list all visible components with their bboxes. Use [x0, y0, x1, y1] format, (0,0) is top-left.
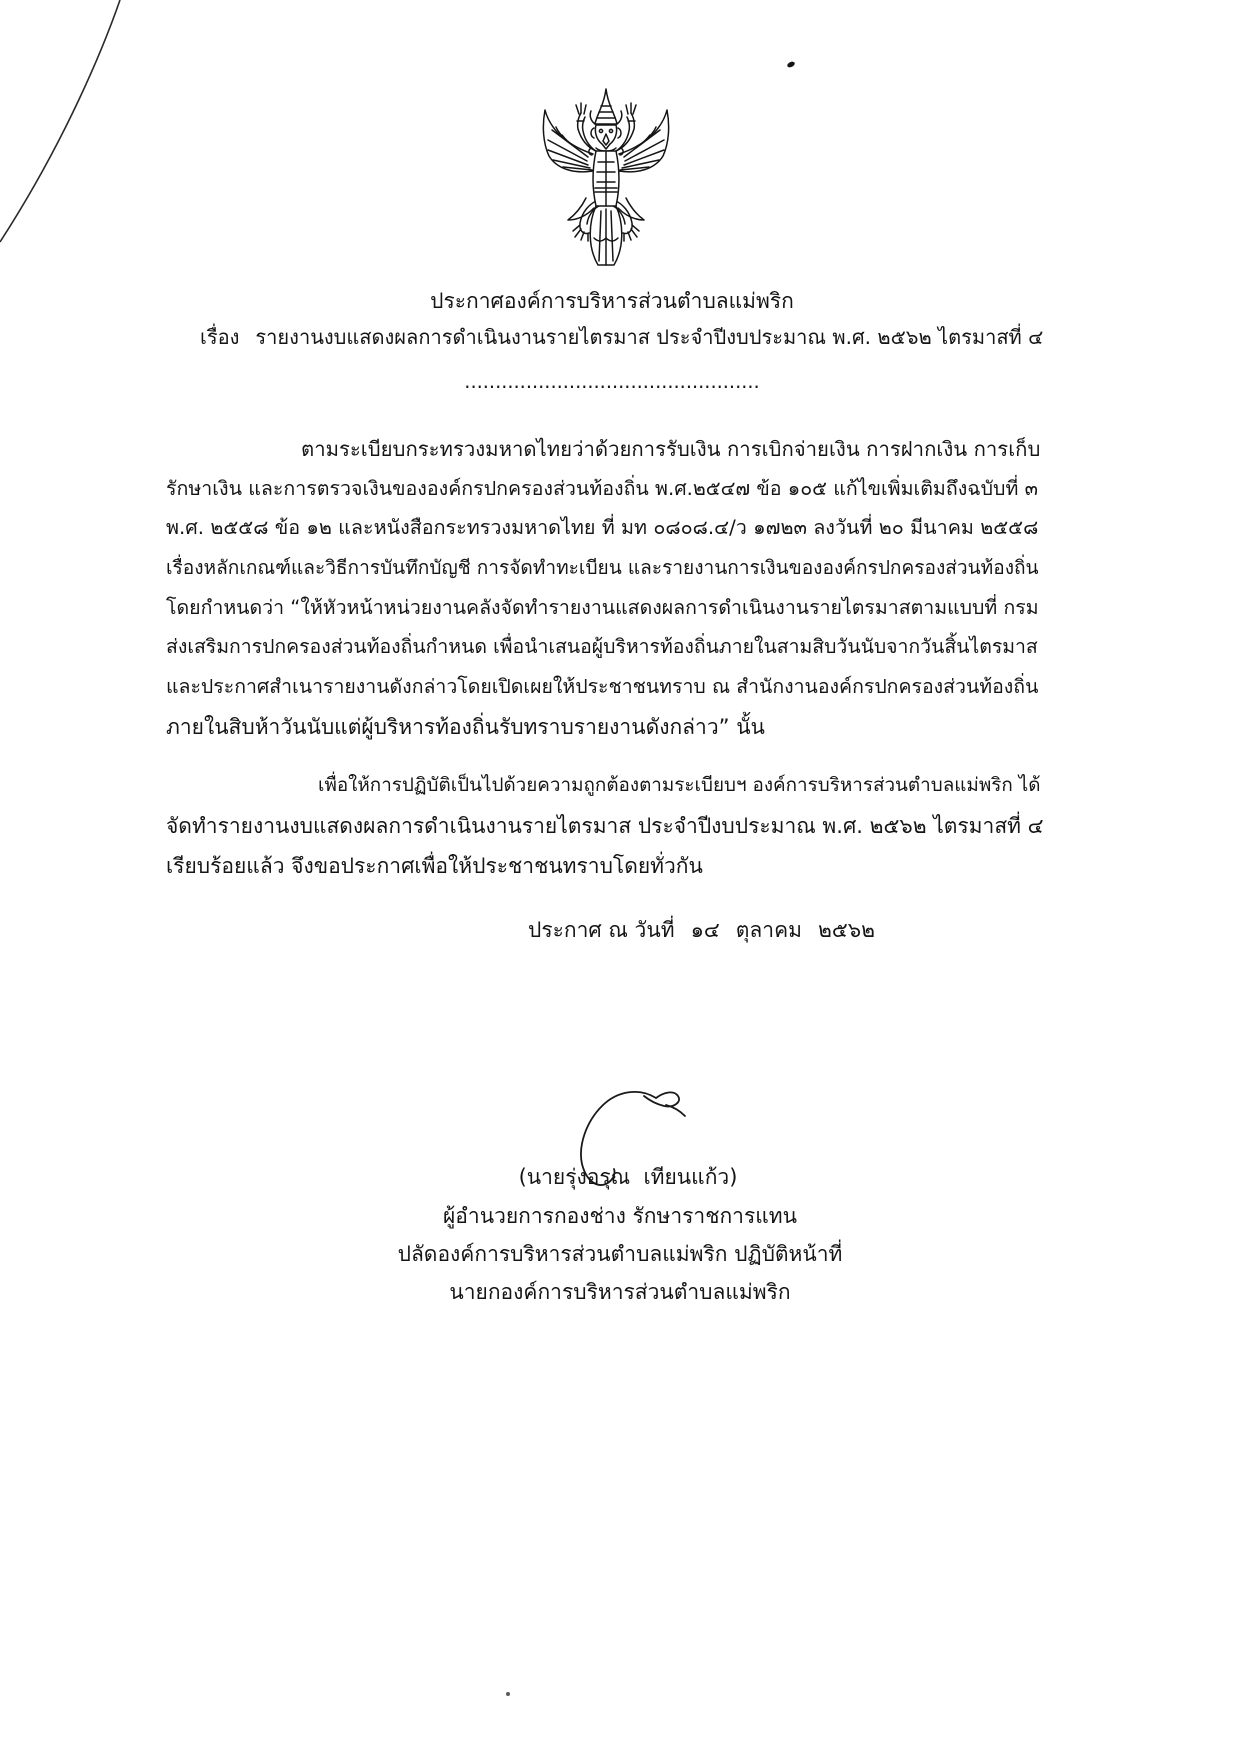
- separator-dots: ................................................: [464, 370, 760, 393]
- date-month: ตุลาคม: [735, 918, 802, 942]
- paragraph-1-line: ภายในสิบห้าวันนับแต่ผู้บริหารท้องถิ่นรับทราบรายงานดังกล่าว” นั้น: [166, 715, 765, 739]
- paragraph-2-line: เรียบร้อยแล้ว จึงขอประกาศเพื่อให้ประชาชนทราบโดยทั่วกัน: [166, 854, 703, 878]
- signatory-position: นายกองค์การบริหารส่วนตำบลแม่พริก: [449, 1280, 791, 1304]
- date-year: ๒๕๖๒: [818, 918, 875, 942]
- scan-speck: [786, 61, 795, 69]
- document-title: ประกาศองค์การบริหารส่วนตำบลแม่พริก: [430, 289, 794, 313]
- date-day: ๑๔: [690, 918, 720, 942]
- paragraph-1-line: โดยกำหนดว่า “ให้หัวหน้าหน่วยงานคลังจัดทำรายงานแสดงผลการดำเนินงานรายไตรมาสตามแบบที่ กรม: [166, 596, 1039, 619]
- signatory-name: (นายรุ่งอรุณ เทียนแก้ว): [518, 1165, 738, 1189]
- scan-artifact-line: [0, 0, 130, 250]
- paragraph-2-line: จัดทำรายงานงบแสดงผลการดำเนินงานรายไตรมาส ประจำปีงบประมาณ พ.ศ. ๒๕๖๒ ไตรมาสที่ ๔: [166, 814, 1044, 838]
- paragraph-1-line: เรื่องหลักเกณฑ์และวิธีการบันทึกบัญชี การจัดทำทะเบียน และรายงานการเงินขององค์กรปกครองส่วนท้องถิ่น: [166, 557, 1039, 579]
- paragraph-1-line: และประกาศสำเนารายงานดังกล่าวโดยเปิดเผยให้ประชาชนทราบ ณ สำนักงานองค์กรปกครองส่วนท้องถิ่น: [166, 675, 1039, 698]
- announcement-date: [528, 910, 948, 950]
- garuda-emblem: [536, 88, 676, 268]
- paragraph-1-line: ส่งเสริมการปกครองส่วนท้องถิ่นกำหนด เพื่อนำเสนอผู้บริหารท้องถิ่นภายในสามสิบวันนับจากวันสิ้นไตรมาส: [166, 635, 1038, 658]
- subject-line: [200, 317, 1056, 357]
- scan-speck: [506, 1692, 510, 1696]
- subject-label: เรื่อง: [200, 325, 240, 349]
- paragraph-1-line: พ.ศ. ๒๕๕๘ ข้อ ๑๒ และหนังสือกระทรวงมหาดไทย ที่ มท ๐๘๐๘.๔/ว ๑๗๒๓ ลงวันที่ ๒๐ มีนาคม ๒๕๕๘: [166, 516, 1039, 539]
- signatory-position: ผู้อำนวยการกองช่าง รักษาราชการแทน: [443, 1204, 797, 1228]
- date-prefix: ประกาศ ณ วันที่: [528, 918, 675, 942]
- subject-text: รายงานงบแสดงผลการดำเนินงานรายไตรมาส ประจำปีงบประมาณ พ.ศ. ๒๕๖๒ ไตรมาสที่ ๔: [255, 325, 1044, 349]
- paragraph-2-line: เพื่อให้การปฏิบัติเป็นไปด้วยความถูกต้องตามระเบียบฯ องค์การบริหารส่วนตำบลแม่พริก ได้: [318, 775, 1041, 796]
- paragraph-1-line: รักษาเงิน และการตรวจเงินขององค์กรปกครองส่วนท้องถิ่น พ.ศ.๒๕๔๗ ข้อ ๑๐๕ แก้ไขเพิ่มเติมถึงฉบับที่ ๓: [166, 477, 1039, 500]
- paragraph-1-line: ตามระเบียบกระทรวงมหาดไทยว่าด้วยการรับเงิน การเบิกจ่ายเงิน การฝากเงิน การเก็บ: [301, 437, 1041, 461]
- signatory-position: ปลัดองค์การบริหารส่วนตำบลแม่พริก ปฏิบัติหน้าที่: [397, 1242, 843, 1266]
